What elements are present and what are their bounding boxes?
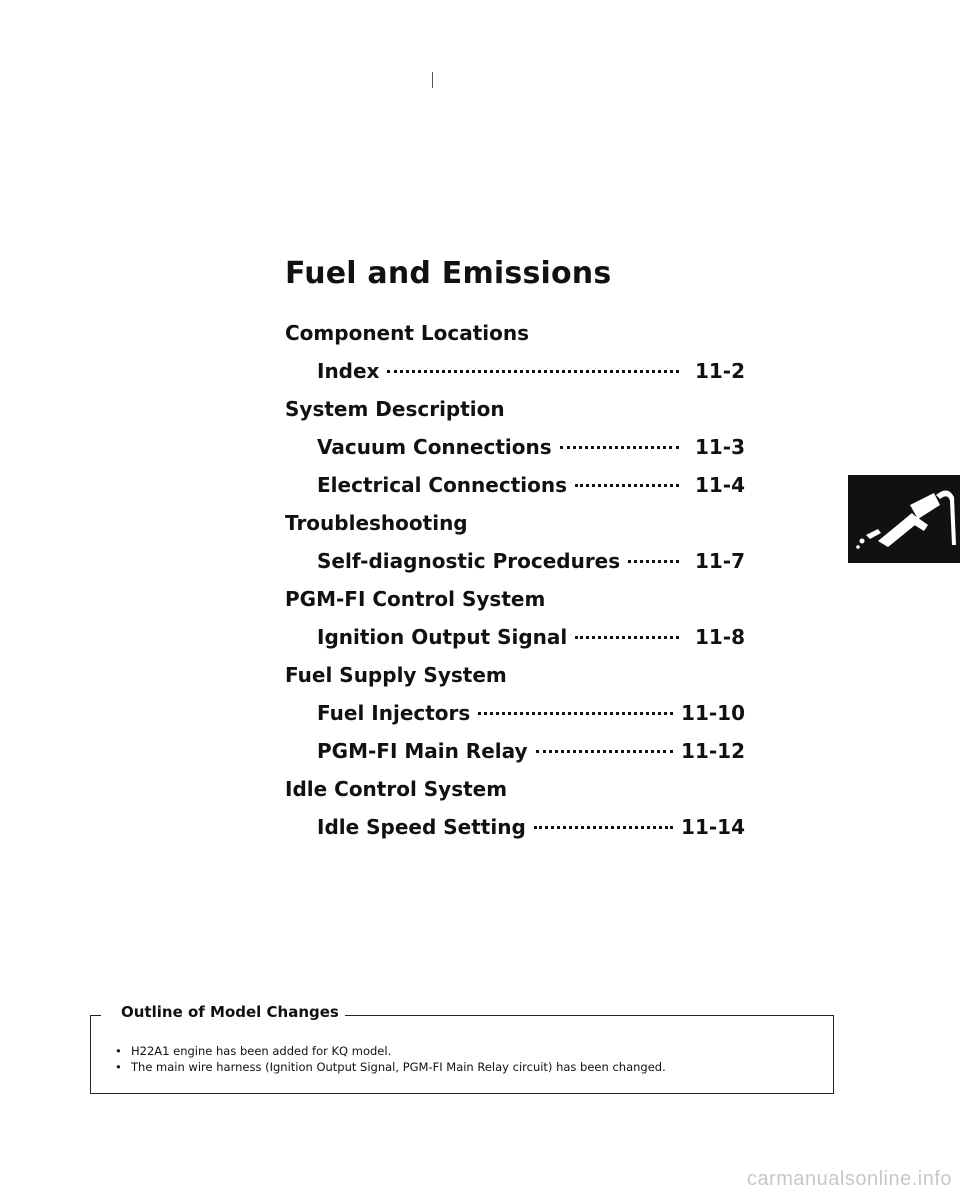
toc-section-heading: PGM-FI Control System <box>285 587 546 611</box>
watermark: carmanualsonline.info <box>746 1168 952 1190</box>
toc-section-heading: System Description <box>285 397 505 421</box>
dot-leader <box>560 446 679 449</box>
toc-section-heading: Component Locations <box>285 321 530 345</box>
toc-entry-index[interactable] <box>285 358 745 384</box>
toc-entry-label: Ignition Output Signal <box>317 625 568 649</box>
toc-page-number: 11-10 <box>681 701 745 725</box>
toc-entry-pgm-fi-main-relay[interactable] <box>285 738 745 764</box>
dot-leader <box>387 370 679 373</box>
outline-title: Outline of Model Changes <box>115 1003 345 1021</box>
chapter-title: Fuel and Emissions <box>285 256 612 291</box>
toc-page-number: 11-2 <box>694 359 745 383</box>
toc-page-number: 11-14 <box>681 815 745 839</box>
toc-entry-label: Vacuum Connections <box>317 435 552 459</box>
toc-entry-self-diagnostic-procedures[interactable] <box>285 548 745 574</box>
list-item: • H22A1 engine has been added for KQ model. <box>115 1043 666 1059</box>
toc-section-heading: Troubleshooting <box>285 511 468 535</box>
toc-entry-ignition-output-signal[interactable] <box>285 624 745 650</box>
toc-entry-label: Idle Speed Setting <box>317 815 526 839</box>
list-item: • The main wire harness (Ignition Output Signal, PGM-FI Main Relay circuit) has been changed. <box>115 1059 666 1075</box>
dot-leader <box>628 560 679 563</box>
dot-leader <box>536 750 673 753</box>
toc-entry-fuel-injectors[interactable] <box>285 700 745 726</box>
toc-section-heading: Fuel Supply System <box>285 663 507 687</box>
toc-entry-label: Fuel Injectors <box>317 701 471 725</box>
toc-page-number: 11-12 <box>681 739 745 763</box>
toc-page-number: 11-8 <box>694 625 745 649</box>
frame-line <box>327 1015 833 1016</box>
toc-entry-electrical-connections[interactable] <box>285 472 745 498</box>
dot-leader <box>534 826 673 829</box>
scan-mark <box>432 72 433 88</box>
toc-entry-label: PGM-FI Main Relay <box>317 739 528 763</box>
toc-entry-label: Electrical Connections <box>317 473 567 497</box>
outline-of-model-changes <box>90 1003 834 1094</box>
toc-page-number: 11-7 <box>694 549 745 573</box>
dot-leader <box>478 712 673 715</box>
toc-entry-idle-speed-setting[interactable] <box>285 814 745 840</box>
frame-line <box>91 1015 101 1016</box>
toc-section-heading: Idle Control System <box>285 777 508 801</box>
table-of-contents <box>285 320 745 852</box>
toc-entry-label: Index <box>317 359 380 383</box>
dot-leader <box>575 484 679 487</box>
toc-entry-vacuum-connections[interactable] <box>285 434 745 460</box>
fuel-nozzle-icon <box>848 475 960 563</box>
dot-leader <box>575 636 679 639</box>
section-tab <box>848 475 960 563</box>
outline-list <box>115 1043 666 1075</box>
toc-page-number: 11-4 <box>694 473 745 497</box>
toc-entry-label: Self-diagnostic Procedures <box>317 549 621 573</box>
toc-page-number: 11-3 <box>694 435 745 459</box>
